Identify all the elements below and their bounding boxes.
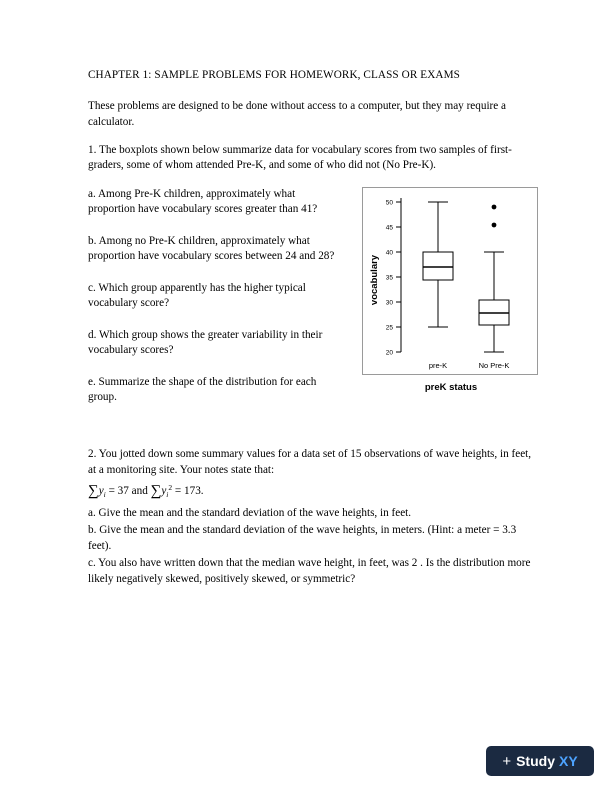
plus-icon: + bbox=[502, 752, 512, 770]
summary-and: and bbox=[131, 485, 148, 498]
y-axis-label: vocabulary bbox=[369, 254, 380, 306]
boxplot-figure bbox=[362, 187, 540, 393]
sum1-variable: y bbox=[98, 485, 104, 498]
studyxy-watermark bbox=[486, 746, 594, 776]
sum2-superscript: 2 bbox=[168, 483, 173, 493]
box-no-prek bbox=[479, 252, 509, 352]
sigma-symbol-1: ∑ bbox=[88, 483, 99, 500]
question-2-part-c: c. You also have written down that the median wave height, in feet, was 2 . Is the distribution more likely negatively skewed, positively skewed, or symmetric? bbox=[88, 557, 531, 585]
question-1-part-a: a. Among Pre-K children, approximately what proportion have vocabulary scores greater than 41? bbox=[88, 187, 318, 216]
question-1-part-e: e. Summarize the shape of the distribution for each group. bbox=[88, 375, 317, 403]
boxplot-svg bbox=[363, 188, 537, 374]
question-2-summary-line bbox=[88, 480, 540, 503]
question-2-part-b: b. Give the mean and the standard deviation of the wave heights, in meters. (Hint: a meter = 3.3 feet). bbox=[88, 524, 517, 552]
x-tick-no-prek: No Pre-K bbox=[478, 360, 510, 370]
question-1-stem: 1. The boxplots shown below summarize data for vocabulary scores from two samples of first-graders, some of whom attended Pre-K, and some of who did not (No Pre-K). bbox=[88, 144, 512, 172]
question-1-part-c: c. Which group apparently has the higher typical vocabulary score? bbox=[88, 281, 306, 310]
x-axis-label: preK status bbox=[424, 381, 478, 393]
watermark-name: Study bbox=[516, 753, 555, 769]
box-prek bbox=[423, 202, 453, 327]
watermark-accent: XY bbox=[558, 753, 578, 769]
question-2-stem: 2. You jotted down some summary values for a data set of 15 observations of wave heights, in feet, at a monitoring site. Your notes state that: bbox=[88, 448, 532, 476]
y-tick-25: 25 bbox=[385, 324, 393, 332]
boxplot-frame bbox=[362, 187, 538, 375]
y-tick-35: 35 bbox=[385, 274, 393, 282]
question-1-parts bbox=[88, 187, 340, 406]
sum2-subscript: i bbox=[166, 490, 169, 500]
intro-paragraph: These problems are designed to be done without access to a computer, but they may require a calculator. bbox=[88, 100, 507, 128]
y-tick-20: 20 bbox=[385, 349, 393, 357]
question-2-block bbox=[88, 447, 540, 587]
question-2-part-a: a. Give the mean and the standard deviation of the wave heights, in feet. bbox=[88, 506, 412, 519]
page-title: CHAPTER 1: SAMPLE PROBLEMS FOR HOMEWORK, CLASS OR EXAMS bbox=[88, 69, 460, 81]
sum1-subscript: i bbox=[103, 490, 106, 500]
question-1-block bbox=[88, 187, 540, 406]
outlier-point bbox=[492, 223, 497, 228]
y-tick-45: 45 bbox=[385, 224, 393, 232]
document-content bbox=[88, 68, 540, 589]
y-tick-30: 30 bbox=[385, 299, 393, 307]
sum2-value: = 173. bbox=[174, 485, 204, 498]
outlier-point bbox=[492, 205, 497, 210]
question-1-part-d: d. Which group shows the greater variability in their vocabulary scores? bbox=[88, 328, 323, 357]
x-tick-prek: pre-K bbox=[428, 360, 448, 370]
sum2-variable: y bbox=[161, 485, 167, 498]
question-1-part-b: b. Among no Pre-K children, approximately what proportion have vocabulary scores between 24 and 28? bbox=[88, 234, 335, 263]
y-tick-40: 40 bbox=[385, 249, 393, 257]
sum1-value: = 37 bbox=[108, 485, 129, 498]
y-tick-50: 50 bbox=[385, 199, 393, 207]
sigma-symbol-2: ∑ bbox=[150, 483, 162, 500]
